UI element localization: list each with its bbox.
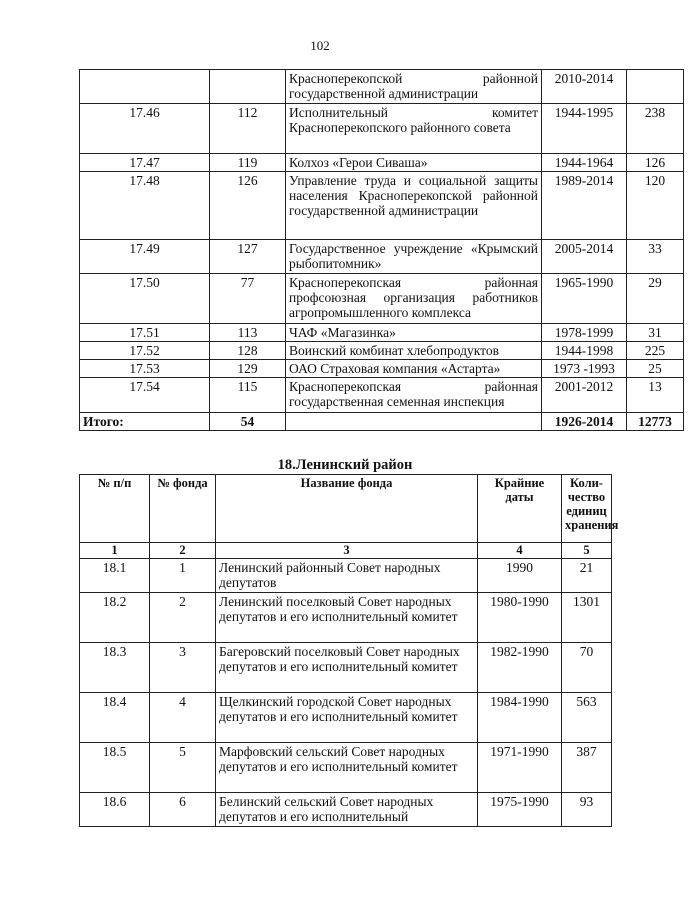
- fond-name: Багеровский поселковый Совет народных депутатов и его исполнительный комитет: [216, 643, 478, 693]
- page-number: 102: [310, 38, 330, 53]
- row-number: 17.53: [80, 360, 210, 378]
- fond-name: Исполнительный комитет Красноперекопского районного совета: [286, 104, 542, 154]
- fond-name: Красноперекопская районная государственная семенная инспекция: [286, 378, 542, 413]
- date-range: 1965-1990: [542, 274, 627, 324]
- fond-number: 127: [210, 240, 286, 274]
- fond-number: 115: [210, 378, 286, 413]
- storage-count: 120: [627, 172, 684, 240]
- storage-count: 21: [562, 559, 612, 593]
- fond-number: 112: [210, 104, 286, 154]
- total-dates: 1926-2014: [542, 413, 627, 431]
- fond-number: 129: [210, 360, 286, 378]
- storage-count: 238: [627, 104, 684, 154]
- date-range: 1944-1995: [542, 104, 627, 154]
- table-row: [80, 378, 684, 413]
- date-range: 1980-1990: [478, 593, 562, 643]
- row-number: 18.6: [80, 793, 150, 827]
- fonds-table-leninsky: [79, 474, 619, 827]
- fond-name: Щелкинский городской Совет народных депутатов и его исполнительный комитет: [216, 693, 478, 743]
- storage-count: 387: [562, 743, 612, 793]
- fond-name: ОАО Страховая компания «Астарта»: [286, 360, 542, 378]
- date-range: 1944-1998: [542, 342, 627, 360]
- table-row: [80, 793, 612, 827]
- table-row: [80, 559, 612, 593]
- row-number: 17.52: [80, 342, 210, 360]
- total-count: 12773: [627, 413, 684, 431]
- header-dates: Крайние даты: [478, 475, 562, 543]
- table-row: [80, 643, 612, 693]
- header-name: Название фонда: [216, 475, 478, 543]
- row-number: 18.5: [80, 743, 150, 793]
- row-number: 17.49: [80, 240, 210, 274]
- table-row: [80, 743, 612, 793]
- fond-number: [210, 70, 286, 104]
- date-range: 1944-1964: [542, 154, 627, 172]
- fond-name: Марфовский сельский Совет народных депутатов и его исполнительный комитет: [216, 743, 478, 793]
- fond-number: 77: [210, 274, 286, 324]
- storage-count: 126: [627, 154, 684, 172]
- fond-name: Ленинский районный Совет народных депутатов: [216, 559, 478, 593]
- fond-number: 128: [210, 342, 286, 360]
- column-number: 4: [478, 543, 562, 559]
- table-row: [80, 342, 684, 360]
- date-range: 2005-2014: [542, 240, 627, 274]
- date-range: 1975-1990: [478, 793, 562, 827]
- total-row: [80, 413, 684, 431]
- fond-number: 6: [150, 793, 216, 827]
- fond-name: Управление труда и социальной защиты населения Красноперекопской районной государственной администрации: [286, 172, 542, 240]
- section-title: 18.Ленинский район: [277, 457, 413, 473]
- date-range: 1971-1990: [478, 743, 562, 793]
- column-number: 3: [216, 543, 478, 559]
- fond-number: 5: [150, 743, 216, 793]
- storage-count: 25: [627, 360, 684, 378]
- date-range: 1982-1990: [478, 643, 562, 693]
- fond-number: 2: [150, 593, 216, 643]
- header-num: № п/п: [80, 475, 150, 543]
- table-row: [80, 172, 684, 240]
- table-header-row: [80, 475, 612, 543]
- row-number: 17.48: [80, 172, 210, 240]
- date-range: 1990: [478, 559, 562, 593]
- date-range: 1989-2014: [542, 172, 627, 240]
- header-fond: № фонда: [150, 475, 216, 543]
- fond-name: Государственное учреждение «Крымский рыбопитомник»: [286, 240, 542, 274]
- fond-name: Красноперекопской районной государственной администрации: [286, 70, 542, 104]
- table-row: [80, 104, 684, 154]
- fond-number: 4: [150, 693, 216, 743]
- fond-number: 113: [210, 324, 286, 342]
- column-number: 1: [80, 543, 150, 559]
- date-range: 2010-2014: [542, 70, 627, 104]
- total-name: [286, 413, 542, 431]
- table-row: [80, 324, 684, 342]
- row-number: 17.54: [80, 378, 210, 413]
- table-row: [80, 360, 684, 378]
- storage-count: 93: [562, 793, 612, 827]
- storage-count: 225: [627, 342, 684, 360]
- date-range: 1984-1990: [478, 693, 562, 743]
- table-row: [80, 70, 684, 104]
- date-range: 2001-2012: [542, 378, 627, 413]
- row-number: [80, 70, 210, 104]
- row-number: 17.51: [80, 324, 210, 342]
- fond-name: ЧАФ «Магазинка»: [286, 324, 542, 342]
- table-row: [80, 240, 684, 274]
- date-range: 1973 -1993: [542, 360, 627, 378]
- storage-count: 70: [562, 643, 612, 693]
- table-row: [80, 154, 684, 172]
- storage-count: 563: [562, 693, 612, 743]
- row-number: 18.4: [80, 693, 150, 743]
- row-number: 18.3: [80, 643, 150, 693]
- fonds-table-continued: [79, 69, 684, 431]
- column-number: 2: [150, 543, 216, 559]
- fond-name: Воинский комбинат хлебопродуктов: [286, 342, 542, 360]
- row-number: 17.47: [80, 154, 210, 172]
- storage-count: 33: [627, 240, 684, 274]
- storage-count: 1301: [562, 593, 612, 643]
- row-number: 18.1: [80, 559, 150, 593]
- row-number: 17.50: [80, 274, 210, 324]
- storage-count: [627, 70, 684, 104]
- storage-count: 31: [627, 324, 684, 342]
- column-number: 5: [562, 543, 612, 559]
- column-number-row: [80, 543, 612, 559]
- fond-name: Белинский сельский Совет народных депутатов и его исполнительный: [216, 793, 478, 827]
- storage-count: 13: [627, 378, 684, 413]
- fond-name: Ленинский поселковый Совет народных депутатов и его исполнительный комитет: [216, 593, 478, 643]
- fond-name: Колхоз «Герои Сиваша»: [286, 154, 542, 172]
- fond-name: Красноперекопская районная профсоюзная организация работников агропромышленного комплекса: [286, 274, 542, 324]
- row-number: 18.2: [80, 593, 150, 643]
- header-count: Коли-чество единиц хранения: [562, 475, 612, 543]
- row-number: 17.46: [80, 104, 210, 154]
- fond-number: 1: [150, 559, 216, 593]
- fond-number: 119: [210, 154, 286, 172]
- total-label: Итого:: [80, 413, 210, 431]
- table-row: [80, 693, 612, 743]
- fond-number: 126: [210, 172, 286, 240]
- date-range: 1978-1999: [542, 324, 627, 342]
- table-row: [80, 593, 612, 643]
- table-row: [80, 274, 684, 324]
- total-fonds: 54: [210, 413, 286, 431]
- storage-count: 29: [627, 274, 684, 324]
- fond-number: 3: [150, 643, 216, 693]
